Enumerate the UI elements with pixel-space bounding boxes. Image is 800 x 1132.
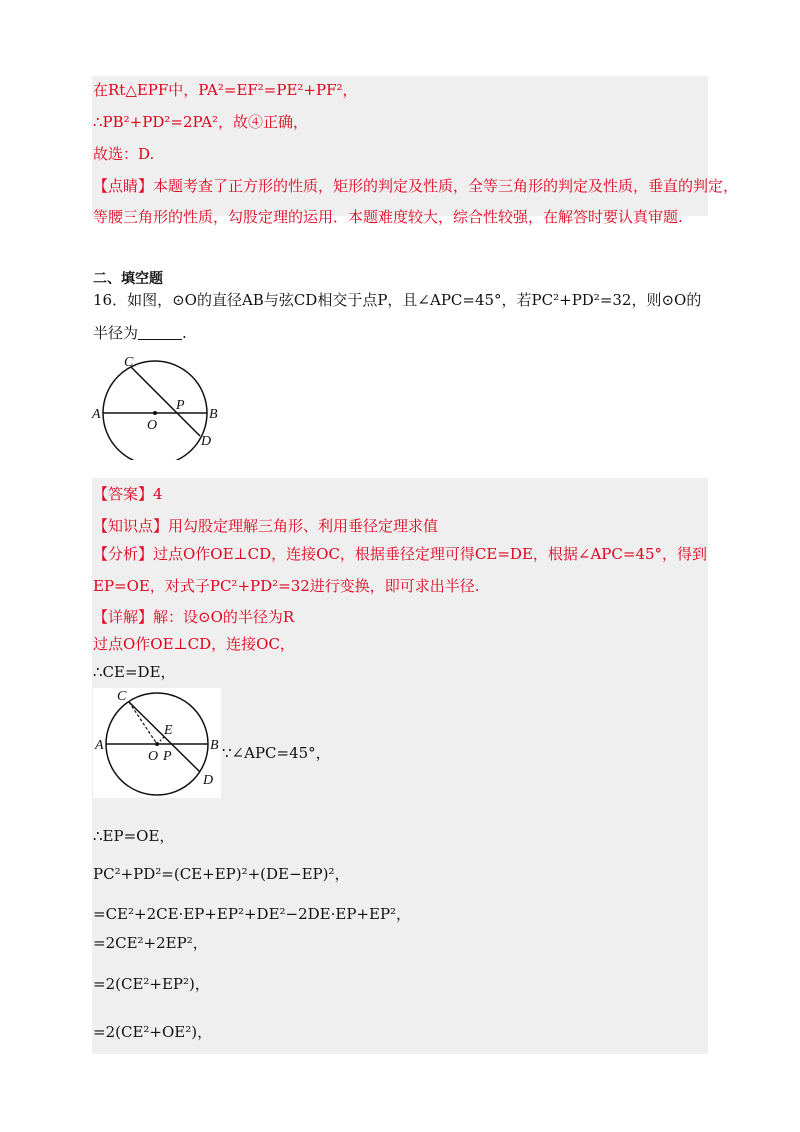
question-text: 半径为 xyxy=(93,324,139,342)
detail-heading: 【详解】解：设⊙O的半径为R xyxy=(93,608,295,626)
label-P: P xyxy=(176,398,185,413)
label-D: D xyxy=(201,434,212,449)
text-line: ∴PB²+PD²=2PA²，故④正确， xyxy=(93,113,309,131)
step-line: =CE²+2CE·EP+EP²+DE²−2DE·EP+EP²， xyxy=(93,905,412,923)
label-C: C xyxy=(124,355,134,370)
step-line: =2(CE²+EP²)， xyxy=(93,975,210,993)
label-C: C xyxy=(117,689,127,704)
text-line: 在Rt△EPF中，PA²=EF²=PE²+PF²， xyxy=(93,81,358,99)
step-line: PC²+PD²=(CE+EP)²+(DE−EP)²， xyxy=(93,865,350,883)
analysis-line: EP=OE，对式子PC²+PD²=32进行变换，即可求出半径. xyxy=(93,577,480,595)
label-A: A xyxy=(95,738,104,753)
label-P: P xyxy=(163,749,172,764)
question-text: 如图，⊙O的直径AB与弦CD相交于点P，且∠APC=45°，若PC²+PD²=32，则⊙O的 xyxy=(127,291,702,309)
label-O: O xyxy=(148,749,159,764)
label-D: D xyxy=(203,773,214,788)
circle-figure-with-e xyxy=(93,688,221,798)
text-line: 故选：D. xyxy=(93,145,155,163)
analysis-line: 【分析】过点O作OE⊥CD，连接OC，根据垂径定理可得CE=DE，根据∠APC=45°，得到 xyxy=(93,545,708,563)
step-line: ∵∠APC=45°， xyxy=(222,744,331,762)
step-line: =2CE²+2EP²， xyxy=(93,934,208,952)
previous-solution-block xyxy=(92,76,739,226)
step-line: =2(CE²+OE²)， xyxy=(93,1023,213,1041)
step-line: 过点O作OE⊥CD，连接OC， xyxy=(93,635,295,653)
circle-figure xyxy=(90,350,230,460)
section-title: 二、填空题 xyxy=(93,271,163,287)
question-number: 16． xyxy=(93,291,128,309)
answer-blank xyxy=(138,325,182,340)
knowledge-line: 【知识点】用勾股定理解三角形、利用垂径定理求值 xyxy=(93,517,439,535)
step-line: ∴CE=DE， xyxy=(93,663,176,681)
step-line: ∴EP=OE， xyxy=(93,827,175,845)
answer-line: 【答案】4 xyxy=(93,485,163,503)
label-B: B xyxy=(209,407,218,422)
question-line xyxy=(93,291,701,309)
solution-block xyxy=(92,478,708,1054)
label-E: E xyxy=(164,723,173,738)
label-A: A xyxy=(92,407,101,422)
label-O: O xyxy=(147,418,158,433)
comment-line: 等腰三角形的性质，勾股定理的运用．本题难度较大，综合性较强，在解答时要认真审题. xyxy=(93,208,683,226)
label-B: B xyxy=(210,738,219,753)
question-line xyxy=(93,324,187,342)
comment-line: 【点睛】本题考查了正方形的性质，矩形的判定及性质，全等三角形的判定及性质，垂直的判定， xyxy=(93,177,739,195)
period: . xyxy=(182,324,187,342)
